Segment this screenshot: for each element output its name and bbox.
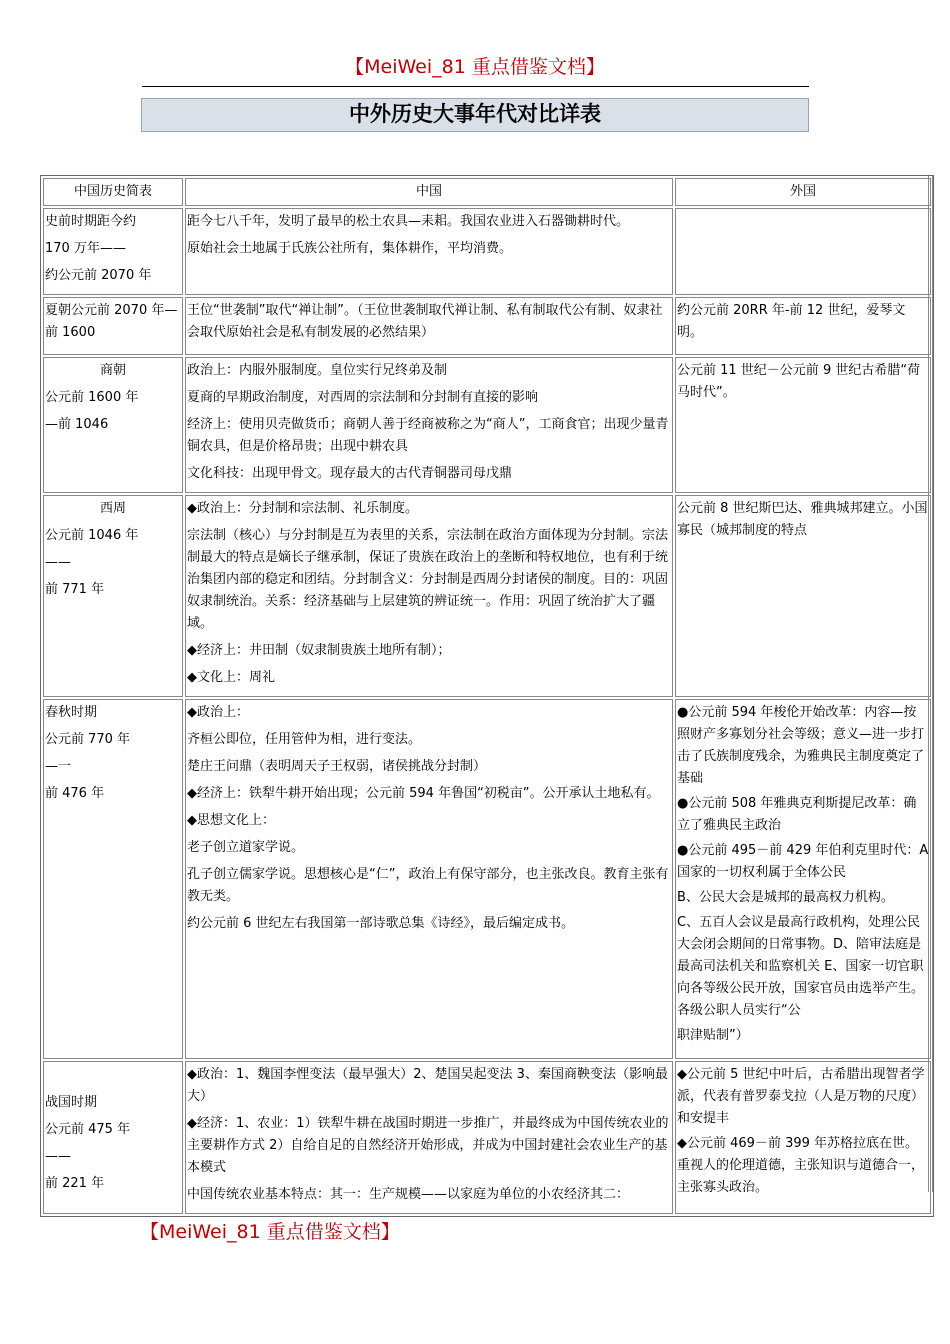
foreign-line: ●公元前 594 年梭伦开始改革：内容—按照财产多寡划分社会等级；意义—进一步打击了氏族制度残余，为雅典民主制度奠定了基础 <box>677 705 925 786</box>
foreign-line: C、五百人会议是最高行政机构，处理公民大会闭会期间的日常事物。D、陪审法庭是最高司法机关和监察机关 E、国家一切官职向各等级公民开放，国家官员由选举产生。各级公职人员实行“公 <box>677 915 925 1018</box>
china-cell <box>185 699 673 1059</box>
china-line: ◆政治：1、魏国李悝变法（最早强大）2、楚国吴起变法 3、秦国商鞅变法（影响最大） <box>187 1067 668 1104</box>
china-line: ◆政治上：分封制和宗法制、礼乐制度。 <box>187 501 418 516</box>
foreign-line: B、公民大会是城邦的最高权力机构。 <box>677 890 894 905</box>
foreign-cell <box>675 208 931 295</box>
period-line: 前 476 年 <box>45 786 105 801</box>
history-comparison-table <box>40 175 934 1217</box>
foreign-line: 公元前 8 世纪斯巴达、雅典城邦建立。小国寡民（城邦制度的特点 <box>677 501 928 538</box>
table-row <box>43 208 931 295</box>
header-china: 中国 <box>185 178 673 206</box>
china-line: 孔子创立儒家学说。思想核心是“仁”，政治上有保守部分，也主张改良。教育主张有教无类。 <box>187 867 669 904</box>
period-line: —一 <box>45 759 72 774</box>
period-line: 170 万年—— <box>45 241 126 256</box>
period-line: 公元前 1600 年 <box>45 390 139 405</box>
period-line: 前 771 年 <box>45 582 105 597</box>
period-line: 西周 <box>99 501 126 516</box>
period-line: —— <box>45 555 71 570</box>
china-line: 老子创立道家学说。 <box>187 840 305 855</box>
table-row <box>43 1061 931 1214</box>
china-cell <box>185 357 673 493</box>
china-line: ◆经济：1、农业：1）铁犁牛耕在战国时期进一步推广，并最终成为中国传统农业的主要耕作方式 2）自给自足的自然经济开始形成，并成为中国封建社会农业生产的基本模式 <box>187 1116 669 1175</box>
foreign-line: 公元前 11 世纪－公元前 9 世纪古希腊“荷马时代”。 <box>677 363 921 400</box>
period-line: 公元前 1046 年 <box>45 528 139 543</box>
header-rule <box>142 86 809 87</box>
china-line: 经济上：使用贝壳做货币；商朝人善于经商被称之为“商人”，工商食官；出现少量青铜农具，但是价格昂贵；出现中耕农具 <box>187 417 669 454</box>
china-line: 楚庄王问鼎（表明周天子王权弱，诸侯挑战分封制） <box>187 759 487 774</box>
period-line: 商朝 <box>99 363 126 378</box>
china-cell <box>185 1061 673 1214</box>
foreign-cell <box>675 1061 931 1214</box>
china-cell <box>185 208 673 295</box>
china-line: ◆思想文化上： <box>187 813 275 828</box>
period-cell <box>43 495 183 697</box>
period-cell <box>43 357 183 493</box>
period-line: —前 1046 <box>45 417 109 432</box>
foreign-line: ◆公元前 469－前 399 年苏格拉底在世。重视人的伦理道德，主张知识与道德合一，主张寡头政治。 <box>677 1136 925 1195</box>
period-cell <box>43 1061 183 1214</box>
foreign-line: 职津贴制”） <box>677 1028 749 1043</box>
china-line: 政治上：内服外服制度。皇位实行兄终弟及制 <box>187 363 448 378</box>
table-right-edge <box>928 176 933 1192</box>
table-row <box>43 297 931 355</box>
china-line: 约公元前 6 世纪左右我国第一部诗歌总集《诗经》，最后编定成书。 <box>187 916 575 931</box>
table-row <box>43 699 931 1059</box>
period-cell <box>43 297 183 355</box>
china-line: ◆经济上：井田制（奴隶制贵族土地所有制）； <box>187 643 451 658</box>
page-title: 中外历史大事年代对比详表 <box>141 98 809 132</box>
china-line: 齐桓公即位，任用管仲为相，进行变法。 <box>187 732 422 747</box>
period-line: 约公元前 2070 年 <box>45 268 152 283</box>
china-cell <box>185 495 673 697</box>
china-line: 中国传统农业基本特点：其一：生产规模——以家庭为单位的小农经济其二： <box>187 1187 630 1202</box>
china-line: 文化科技：出现甲骨文。现存最大的古代青铜器司母戊鼎 <box>187 466 513 481</box>
china-line: 原始社会土地属于氏族公社所有，集体耕作，平均消费。 <box>187 241 513 256</box>
footer-watermark: 【MeiWei_81 重点借鉴文档】 <box>140 1221 400 1243</box>
china-line: ◆政治上： <box>187 705 249 720</box>
period-line: 夏朝公元前 2070 年—前 1600 <box>45 303 178 340</box>
history-table-wrapper <box>40 175 933 1202</box>
table-body <box>43 208 931 1214</box>
header-foreign: 外国 <box>675 178 931 206</box>
period-line: 前 221 年 <box>45 1176 105 1191</box>
china-line: 夏商的早期政治制度，对西周的宗法制和分封制有直接的影响 <box>187 390 539 405</box>
period-line: 公元前 770 年 <box>45 732 131 747</box>
foreign-line: 约公元前 20RR 年-前 12 世纪，爱琴文明。 <box>677 303 906 340</box>
foreign-line: ●公元前 495－前 429 年伯利克里时代：A 国家的一切权利属于全体公民 <box>677 843 929 880</box>
table-row <box>43 495 931 697</box>
foreign-line: ●公元前 508 年雅典克利斯提尼改革：确立了雅典民主政治 <box>677 796 917 833</box>
header-watermark: 【MeiWei_81 重点借鉴文档】 <box>345 56 605 78</box>
table-row <box>43 357 931 493</box>
table-header-row <box>43 178 931 206</box>
foreign-cell <box>675 699 931 1059</box>
period-line: 公元前 475 年 <box>45 1122 131 1137</box>
china-line: 距今七八千年，发明了最早的松土农具—耒耜。我国农业进入石器锄耕时代。 <box>187 214 630 229</box>
china-line: ◆文化上：周礼 <box>187 670 275 685</box>
period-line: 春秋时期 <box>45 705 98 720</box>
period-line: 史前时期距今约 <box>45 214 137 229</box>
china-cell <box>185 297 673 355</box>
period-cell <box>43 208 183 295</box>
period-line: —— <box>45 1149 71 1164</box>
period-cell <box>43 699 183 1059</box>
foreign-cell <box>675 495 931 697</box>
foreign-line: ◆公元前 5 世纪中叶后，古希腊出现智者学派，代表有普罗泰戈拉（人是万物的尺度）和安提丰 <box>677 1067 925 1126</box>
china-line: ◆经济上：铁犁牛耕开始出现；公元前 594 年鲁国“初税亩”。公开承认土地私有。 <box>187 786 660 801</box>
foreign-cell <box>675 357 931 493</box>
period-line: 战国时期 <box>45 1095 98 1110</box>
foreign-cell <box>675 297 931 355</box>
china-line: 王位“世袭制”取代“禅让制”。（王位世袭制取代禅让制、私有制取代公有制、奴隶社会取代原始社会是私有制发展的必然结果） <box>187 303 663 340</box>
china-line: 宗法制（核心）与分封制是互为表里的关系，宗法制在政治方面体现为分封制。宗法制最大的特点是嫡长子继承制，保证了贵族在政治上的垄断和特权地位，也有利于统治集团内部的稳定和团结。分封制含义：分封制是西周分封诸侯的制度。目的：巩固奴隶制统治。关系：经济基础与上层建筑的辨证统一。作用：巩固了统治扩大了疆域。 <box>187 528 669 631</box>
header-period: 中国历史简表 <box>43 178 183 206</box>
